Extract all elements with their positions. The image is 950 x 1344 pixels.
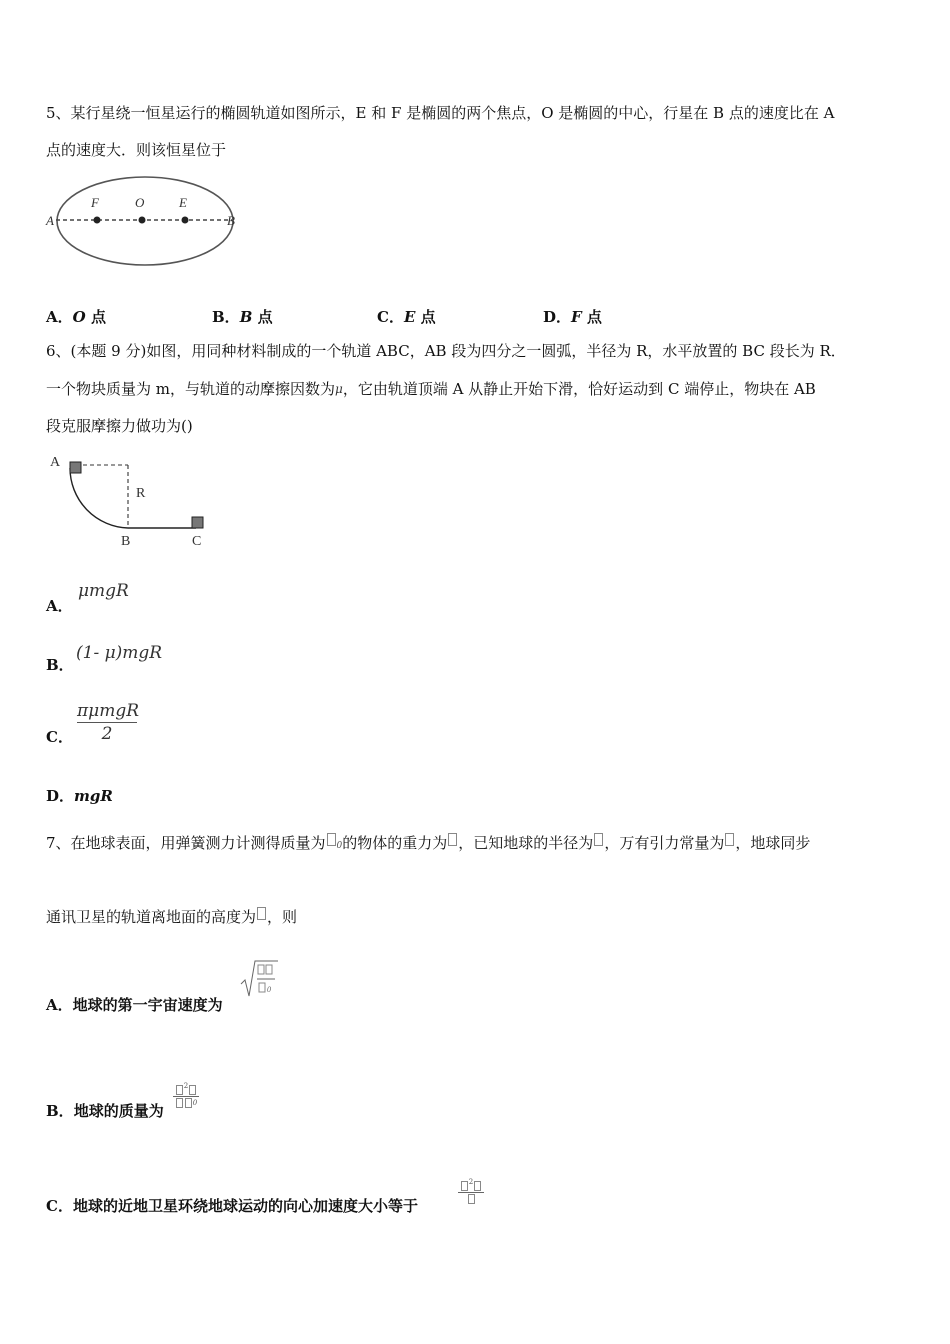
q5-option-c[interactable]: C．E 点 [377,308,436,326]
label-E: E [179,195,187,210]
center-o-point [139,217,146,224]
block-at-c [192,517,203,528]
radius-symbol [594,833,603,846]
q5-option-b[interactable]: B．B 点 [212,308,273,326]
label-B: B [121,534,131,549]
label-O: O [135,195,145,210]
q6-option-c-fraction: πμmgR 2 [77,701,140,744]
q6-option-b[interactable]: B． [46,656,74,674]
q6-option-c[interactable]: C． [46,728,73,746]
q6-option-a-expr: μmgR [78,581,129,601]
svg-text:0: 0 [267,985,271,994]
q5-stem-line1: 5、某行星绕一恒星运行的椭圆轨道如图所示，E 和 F 是椭圆的两个焦点，O 是椭圆的中心，行星在 B 点的速度比在 A [46,104,835,122]
q5-stem-line2: 点的速度大．则该恒星位于 [46,141,227,159]
q6-stem-line3: 段克服摩擦力做功为() [46,417,193,435]
q7-option-a[interactable]: A．地球的第一宇宙速度为 [46,996,223,1014]
label-A: A [46,213,54,228]
label-R: R [136,486,146,501]
label-C: C [192,534,202,549]
gconst-symbol [725,833,734,846]
track-figure [44,450,224,552]
q6-option-b-expr: (1- μ)mgR [76,643,163,663]
q6-option-a[interactable]: A． [46,597,73,615]
q7-option-c[interactable]: C．地球的近地卫星环绕地球运动的向心加速度大小等于 [46,1197,418,1215]
q7-option-b[interactable]: B．地球的质量为 [46,1102,164,1120]
label-F: F [91,195,99,210]
label-B: B [227,213,235,228]
q7-option-b-fraction: $^2$ 0 [173,1080,199,1109]
q6-stem-line2: 一个物块质量为 m，与轨道的动摩擦因数为$^\mu$，它由轨道顶端 A 从静止开始下滑，恰好运动到 C 端停止，物块在 AB [46,380,816,398]
focus-f-point [94,217,101,224]
ellipse-orbit-figure [44,176,244,272]
q5-option-a[interactable]: A．O 点 [46,308,106,326]
q7-option-a-expr [240,958,280,1000]
q7-stem-line1: 7、在地球表面，用弹簧测力计测得质量为 0的物体的重力为 ，已知地球的半径为 ，万有引力常量为 ，地球同步 [46,834,811,852]
q6-option-d[interactable]: D．mgR [46,787,113,805]
q7-stem-line2: 通讯卫星的轨道离地面的高度为 ，则 [46,908,298,926]
height-symbol [257,907,266,920]
q7-option-c-fraction: 2 [458,1176,484,1205]
label-A: A [50,455,61,470]
q6-stem-line1: 6、(本题 9 分)如图，用同种材料制成的一个轨道 ABC，AB 段为四分之一圆弧，半径为 R，水平放置的 BC 段长为 R． [46,342,846,360]
mass-symbol [327,833,336,846]
quarter-arc-ab [70,468,128,528]
focus-e-point [182,217,189,224]
block-at-a [70,462,81,473]
gravity-symbol [448,833,457,846]
q5-option-d[interactable]: D．F 点 [543,308,602,326]
